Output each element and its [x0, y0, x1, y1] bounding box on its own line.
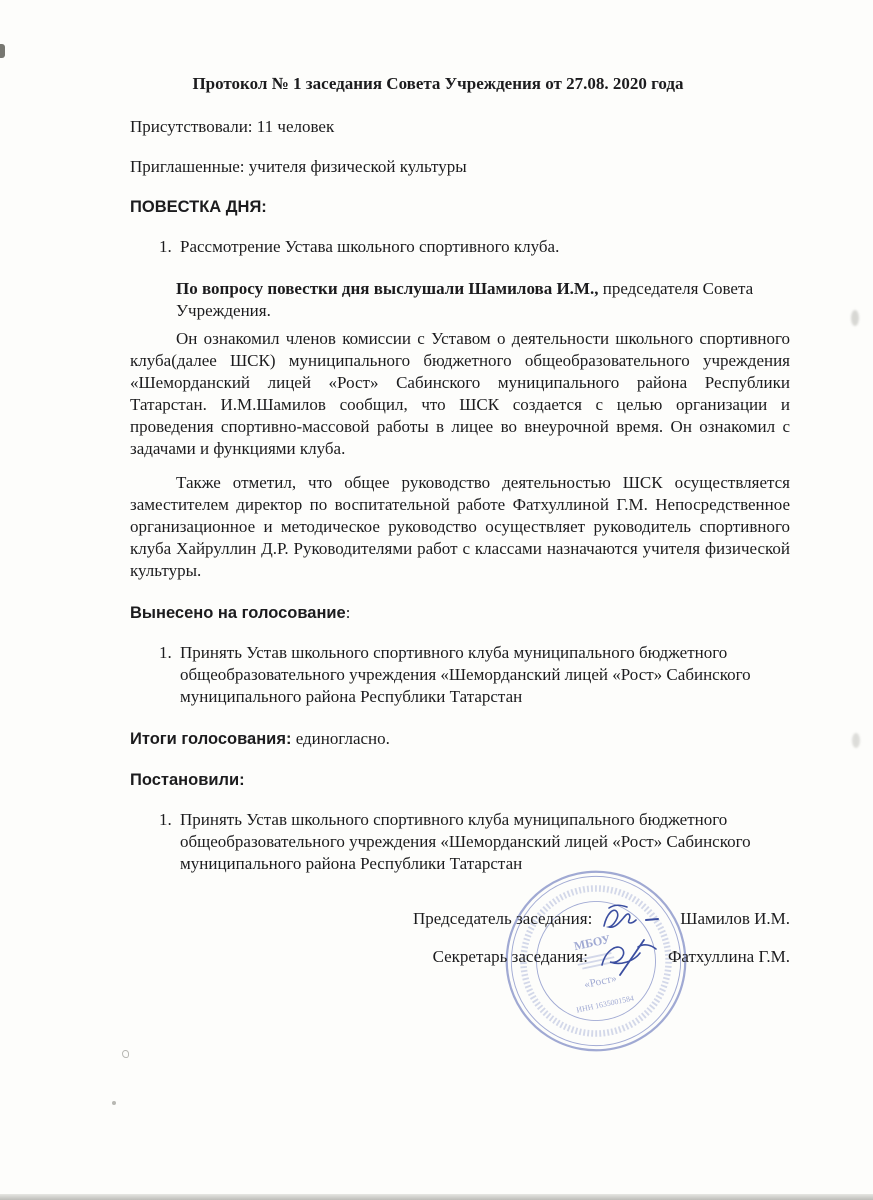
- vote-results-label: Итоги голосования:: [130, 730, 292, 748]
- attendees-line: Присутствовали: 11 человек: [130, 117, 335, 136]
- vote-results-value: единогласно.: [291, 729, 390, 748]
- agenda-item: 1. Рассмотрение Устава школьного спортивного клуба.: [176, 236, 790, 258]
- chairman-name: Шамилов И.М.: [680, 909, 790, 928]
- secretary-signature-mark: [596, 937, 660, 977]
- vote-list: [130, 642, 790, 708]
- vote-results-line: [130, 728, 790, 750]
- stamp-inn: ИНН 1635001584: [575, 993, 635, 1015]
- agenda-heading: ПОВЕСТКА ДНЯ:: [130, 198, 267, 216]
- secretary-signature-label: Секретарь заседания:: [432, 947, 588, 966]
- scan-artifact-bottom-edge: [0, 1194, 873, 1200]
- heard-speaker-bold: По вопросу повестки дня выслушали Шамилова И.М.,: [176, 279, 599, 298]
- heard-paragraph: [176, 278, 790, 322]
- secretary-name: Фатхуллина Г.М.: [667, 947, 790, 966]
- vote-item: 1. Принять Устав школьного спортивного клуба муниципального бюджетного общеобразовательного учреждения «Шеморданский лицей «Рост» Сабинского муниципального района Республики Татарстан: [176, 642, 790, 708]
- resolved-item: 1. Принять Устав школьного спортивного клуба муниципального бюджетного общеобразовательного учреждения «Шеморданский лицей «Рост» Сабинского муниципального района Республики Татарстан: [176, 809, 790, 875]
- chairman-signature-mark: [600, 903, 672, 935]
- vote-heading-text: Вынесено на голосование: [130, 604, 346, 622]
- chairman-signature-label: Председатель заседания:: [412, 909, 593, 928]
- chairman-signature-row: [130, 901, 790, 937]
- vote-heading: [130, 602, 790, 624]
- stamp-org-name: «Рост»: [583, 972, 618, 991]
- vote-heading-colon: :: [345, 603, 351, 622]
- resolved-heading: Постановили:: [130, 771, 245, 789]
- document-title: Протокол № 1 заседания Совета Учреждения от 27.08. 2020 года: [192, 74, 684, 93]
- stamp-org-abbrev: МБОУ: [572, 931, 612, 954]
- secretary-signature-row: [130, 939, 790, 975]
- scan-artifact-speck-1: [122, 1050, 129, 1058]
- signature-area: [130, 901, 790, 975]
- scan-artifact-speck-2: [112, 1101, 116, 1105]
- paragraph-charter-intro: Он ознакомил членов комиссии с Уставом о деятельности школьного спортивного клуба(далее ШСК) муниципального бюджетного общеобразовательного учреждения «Шеморданский лицей «Рост» Сабинского муниципального района Республики Татарстан. И.М.Шамилов сообщил, что ШСК создается с целью организации и проведения спортивно-массовой работы в лицее во внеурочной время. Он ознакомил с задачами и функциями клуба.: [130, 329, 790, 458]
- invited-line: Приглашенные: учителя физической культуры: [130, 157, 467, 176]
- heard-speaker-role: председателя Совета Учреждения.: [176, 279, 754, 320]
- paragraph-management: Также отметил, что общее руководство деятельностью ШСК осуществляется заместителем директор по воспитательной работе Фатхуллиной Г.М. Непосредственное организационное и методическое руководство осуществляет руководитель спортивного клуба Хайруллин Д.Р. Руководителями работ с классами назначаются учителя физической культуры.: [130, 473, 790, 580]
- resolved-list: [130, 809, 790, 875]
- agenda-list: [130, 236, 790, 258]
